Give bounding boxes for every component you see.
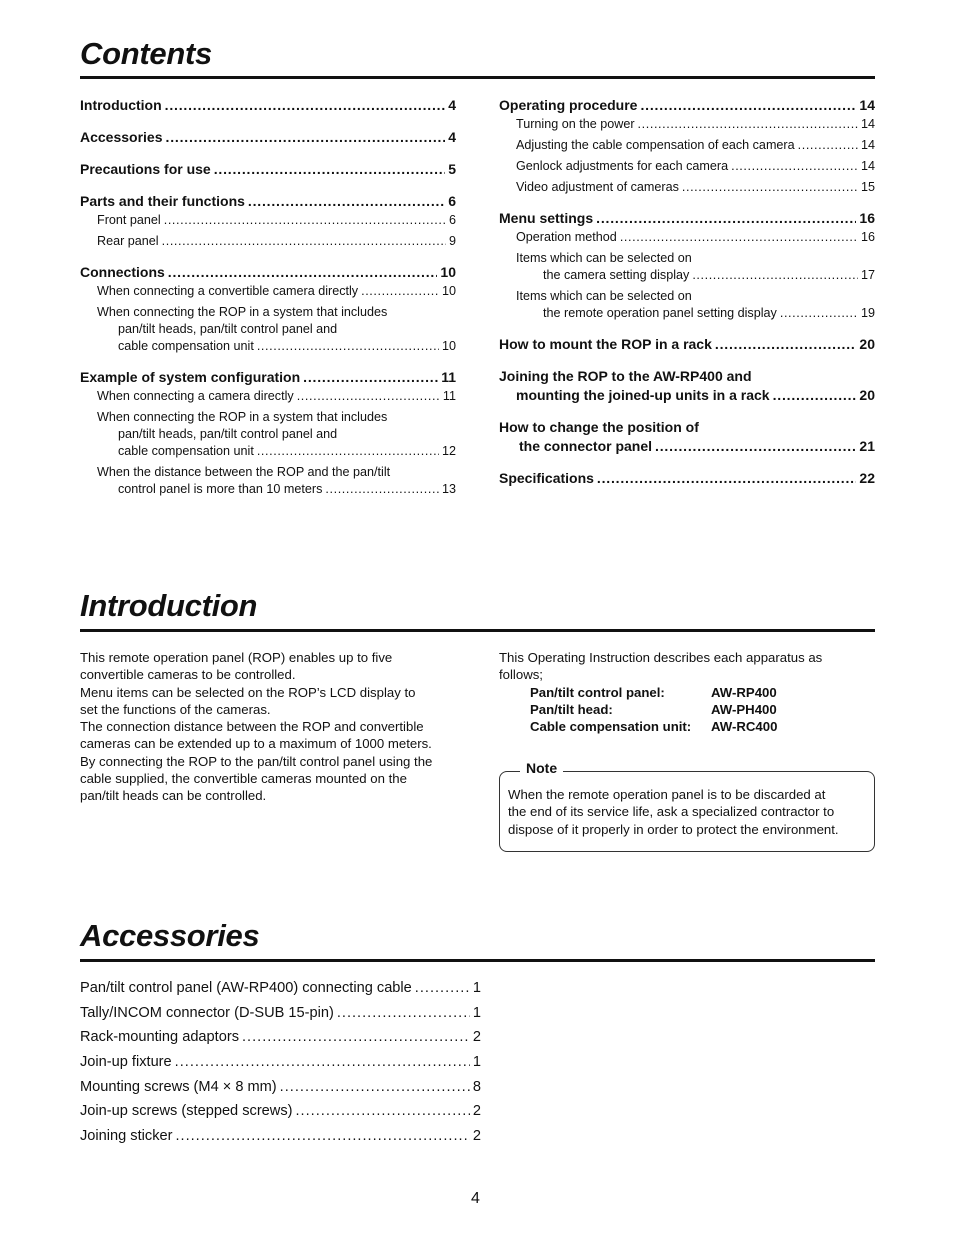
toc-subentry[interactable] (80, 304, 456, 355)
toc-line-page: 4 (448, 129, 456, 145)
toc-line-leader (692, 267, 858, 284)
toc-line (516, 137, 875, 154)
toc-subentry[interactable] (80, 233, 456, 250)
toc-right-column (499, 96, 875, 488)
accessories-rule (80, 959, 875, 962)
accessory-line (80, 1103, 481, 1119)
toc-subentry[interactable] (499, 116, 875, 133)
toc-line-leader (166, 128, 446, 147)
toc-left-column (80, 96, 456, 498)
accessory-line-leader (296, 1103, 470, 1119)
toc-line-page: 14 (860, 117, 875, 131)
toc-line-leader (640, 96, 856, 115)
toc-entry-line: Items which can be selected on (516, 251, 692, 265)
toc-line-leader (297, 388, 440, 405)
toc-entry-line: How to change the position of (499, 419, 699, 435)
accessory-line-text: Join-up screws (stepped screws) (80, 1103, 293, 1120)
toc-subentry[interactable] (499, 158, 875, 175)
accessory-line (80, 1005, 481, 1021)
introduction-rule (80, 629, 875, 632)
toc-line-page: 6 (448, 193, 456, 209)
toc-line-leader (257, 443, 439, 460)
toc-line-text: Accessories (80, 129, 163, 145)
toc-entry-line: Joining the ROP to the AW-RP400 and (499, 368, 752, 384)
toc-line-text: cable compensation unit (118, 444, 254, 458)
page-number: 4 (471, 1190, 480, 1207)
toc-line-leader (361, 283, 439, 300)
apparatus-name: Pan/tilt control panel: (530, 684, 665, 700)
toc-entry[interactable] (80, 160, 456, 179)
toc-line-page: 16 (859, 210, 875, 226)
toc-line-text: When connecting a camera directly (97, 389, 294, 403)
accessory-item (80, 1029, 481, 1054)
toc-line (97, 338, 456, 355)
toc-entry[interactable] (499, 367, 875, 405)
apparatus-row (530, 684, 875, 701)
introduction-title: Introduction (80, 588, 258, 623)
toc-line-page: 5 (448, 161, 456, 177)
toc-line-leader (165, 96, 446, 115)
toc-line-text: Precautions for use (80, 161, 211, 177)
accessory-line-text: Join-up fixture (80, 1054, 172, 1071)
toc-line-leader (620, 229, 858, 246)
toc-entry[interactable] (80, 96, 456, 115)
apparatus-table (530, 684, 875, 736)
toc-line-text: How to mount the ROP in a rack (499, 336, 712, 352)
intro-text-line: pan/tilt heads can be controlled. (80, 788, 267, 804)
accessory-line-leader (415, 980, 470, 996)
apparatus-model: AW-PH400 (711, 701, 777, 717)
toc-line-text: Rear panel (97, 234, 159, 248)
toc-line (516, 229, 875, 246)
accessory-line (80, 1079, 481, 1095)
toc-entry[interactable] (80, 192, 456, 211)
intro-text-line: The connection distance between the ROP and convertible (80, 719, 424, 735)
toc-line-leader (638, 116, 858, 133)
toc-subentry[interactable] (80, 464, 456, 498)
accessory-line-leader (280, 1079, 470, 1095)
toc-line (499, 437, 875, 456)
toc-line-text: Operating procedure (499, 97, 638, 113)
toc-line-text: Operation method (516, 230, 617, 244)
accessory-line-leader (242, 1029, 470, 1045)
toc-line (516, 116, 875, 133)
accessory-line-page: 1 (472, 1004, 481, 1021)
toc-line-text: Connections (80, 264, 165, 280)
toc-line-page: 16 (860, 230, 875, 244)
toc-line-page: 11 (442, 389, 456, 403)
accessory-item (80, 1128, 481, 1153)
intro-text-line: cameras can be extended up to a maximum of 1000 meters. (80, 736, 432, 752)
toc-line-page: 19 (860, 306, 875, 320)
apparatus-name: Pan/tilt head: (530, 701, 613, 717)
toc-subentry[interactable] (80, 409, 456, 460)
note-label: Note (520, 760, 563, 776)
toc-line-page: 9 (448, 234, 456, 248)
toc-entry-line: When connecting the ROP in a system that includes (97, 305, 388, 319)
toc-line-text: Menu settings (499, 210, 594, 226)
toc-entry-line: pan/tilt heads, pan/tilt control panel and (118, 427, 338, 441)
toc-line-leader (257, 338, 439, 355)
toc-line-leader (168, 263, 438, 282)
toc-entry[interactable] (80, 128, 456, 147)
accessory-line-text: Joining sticker (80, 1128, 173, 1145)
toc-line (80, 96, 456, 115)
toc-subentry[interactable] (499, 137, 875, 154)
apparatus-model: AW-RP400 (711, 684, 777, 700)
toc-line-page: 4 (448, 97, 456, 113)
toc-line (97, 388, 456, 405)
toc-line-text: Turning on the power (516, 117, 635, 131)
intro-text-line: follows; (499, 667, 543, 683)
toc-line (80, 368, 456, 387)
accessory-item (80, 1054, 481, 1079)
toc-line-text: the connector panel (519, 438, 653, 454)
toc-line-text: Adjusting the cable compensation of each camera (516, 138, 795, 152)
intro-text-line: This Operating Instruction describes each apparatus as (499, 650, 823, 665)
toc-line-leader (655, 437, 856, 456)
accessory-line-page: 2 (472, 1103, 481, 1120)
toc-line-text: Parts and their functions (80, 193, 245, 209)
toc-line-text: Introduction (80, 97, 162, 113)
intro-text-line: By connecting the ROP to the pan/tilt control panel using the (80, 753, 433, 769)
toc-line-text: the remote operation panel setting display (543, 306, 777, 320)
toc-entry[interactable] (499, 209, 875, 228)
toc-entry-line: When connecting the ROP in a system that includes (97, 410, 388, 424)
toc-line-leader (597, 469, 857, 488)
toc-entry[interactable] (499, 335, 875, 354)
toc-line-page: 6 (448, 213, 456, 227)
toc-subentry[interactable] (80, 388, 456, 405)
toc-line-page: 14 (860, 159, 875, 173)
toc-line-leader (303, 368, 438, 387)
toc-line (80, 192, 456, 211)
toc-entry-line: Items which can be selected on (516, 289, 692, 303)
apparatus-name: Cable compensation unit: (530, 719, 692, 735)
toc-line-leader (325, 481, 439, 498)
intro-text-line: This remote operation panel (ROP) enables up to five (80, 650, 393, 665)
toc-entry-line: pan/tilt heads, pan/tilt control panel and (118, 322, 338, 336)
toc-line-page: 15 (860, 180, 875, 194)
toc-line-page: 14 (859, 97, 875, 113)
toc-line-page: 20 (859, 336, 875, 352)
accessories-list (80, 980, 481, 1153)
toc-line (97, 212, 456, 229)
toc-line (80, 128, 456, 147)
toc-line (499, 386, 875, 405)
apparatus-row (530, 701, 875, 718)
toc-line-page: 12 (441, 444, 456, 458)
toc-entry[interactable] (499, 469, 875, 488)
toc-line-leader (773, 386, 857, 405)
toc-line (516, 267, 875, 284)
accessory-line-text: Tally/INCOM connector (D-SUB 15-pin) (80, 1004, 334, 1021)
toc-subentry[interactable] (499, 288, 875, 322)
contents-title: Contents (80, 36, 212, 71)
note-text-line: the end of its service life, ask a specialized contractor to (508, 804, 835, 820)
intro-text-line: Menu items can be selected on the ROP’s LCD display to (80, 684, 416, 700)
introduction-right-text (499, 649, 875, 735)
intro-text-line: convertible cameras to be controlled. (80, 667, 296, 683)
toc-line-text: the camera setting display (543, 268, 690, 282)
accessory-line-text: Pan/tilt control panel (AW-RP400) connecting cable (80, 980, 412, 996)
toc-line-page: 21 (859, 438, 875, 454)
toc-line-leader (248, 192, 445, 211)
toc-line (97, 443, 456, 460)
accessory-line-text: Rack-mounting adaptors (80, 1029, 239, 1046)
toc-line-text: Example of system configuration (80, 369, 301, 385)
accessory-line (80, 1054, 481, 1070)
toc-line-leader (214, 160, 446, 179)
accessory-line-page: 8 (472, 1078, 481, 1095)
toc-line-leader (162, 233, 446, 250)
apparatus-model: AW-RC400 (711, 719, 778, 735)
toc-line-leader (682, 179, 858, 196)
toc-entry[interactable] (499, 418, 875, 456)
toc-line-text: cable compensation unit (118, 339, 254, 353)
toc-line (499, 469, 875, 488)
contents-rule (80, 76, 875, 79)
toc-line-page: 14 (860, 138, 875, 152)
toc-subentry[interactable] (499, 250, 875, 284)
toc-subentry[interactable] (80, 212, 456, 229)
note-text-line: When the remote operation panel is to be discarded at (508, 787, 826, 802)
toc-entry-line: When the distance between the ROP and the pan/tilt (97, 465, 391, 479)
toc-line (499, 96, 875, 115)
toc-line-text: Video adjustment of cameras (516, 180, 679, 194)
toc-entry[interactable] (80, 263, 456, 282)
toc-line (516, 305, 875, 322)
toc-line (80, 263, 456, 282)
accessory-line-page: 2 (472, 1029, 481, 1046)
toc-line-page: 10 (440, 264, 456, 280)
accessories-title: Accessories (80, 918, 260, 953)
toc-line (97, 283, 456, 300)
toc-subentry[interactable] (499, 229, 875, 246)
intro-text-line: cable supplied, the convertible cameras mounted on the (80, 771, 407, 787)
toc-line-page: 10 (441, 284, 456, 298)
toc-line (516, 158, 875, 175)
toc-line-page: 20 (859, 387, 875, 403)
toc-line (80, 160, 456, 179)
toc-line-text: Specifications (499, 470, 594, 486)
accessory-line-leader (175, 1054, 470, 1070)
toc-line-leader (780, 305, 858, 322)
toc-line (516, 179, 875, 196)
toc-line-text: Genlock adjustments for each camera (516, 159, 729, 173)
toc-line-leader (731, 158, 858, 175)
toc-line-text: mounting the joined-up units in a rack (516, 387, 770, 403)
note-text (508, 786, 868, 838)
toc-line-leader (164, 212, 446, 229)
accessory-line-page: 1 (472, 1054, 481, 1071)
toc-line (97, 481, 456, 498)
toc-line-text: Front panel (97, 213, 161, 227)
introduction-left-text (80, 649, 460, 805)
toc-line (499, 209, 875, 228)
accessory-line-text: Mounting screws (M4 × 8 mm) (80, 1078, 277, 1095)
accessory-line-page: 2 (472, 1128, 481, 1145)
accessory-line-page: 1 (472, 980, 481, 996)
toc-line-page: 13 (441, 482, 456, 496)
accessory-item (80, 980, 481, 1005)
toc-line-leader (798, 137, 858, 154)
accessory-item (80, 1103, 481, 1128)
toc-subentry[interactable] (499, 179, 875, 196)
toc-line-page: 10 (441, 339, 456, 353)
toc-line-text: control panel is more than 10 meters (118, 482, 323, 496)
toc-line (97, 233, 456, 250)
note-text-line: dispose of it properly in order to protect the environment. (508, 821, 839, 837)
intro-text-line: set the functions of the cameras. (80, 701, 271, 717)
toc-line (499, 335, 875, 354)
toc-line-leader (715, 335, 857, 354)
accessory-item (80, 1005, 481, 1030)
apparatus-row (530, 718, 875, 735)
accessory-line-leader (337, 1005, 470, 1021)
accessory-line (80, 1128, 481, 1144)
accessory-line (80, 1029, 481, 1045)
toc-line-page: 17 (860, 268, 875, 282)
toc-subentry[interactable] (80, 283, 456, 300)
toc-entry[interactable] (499, 96, 875, 115)
toc-line-text: When connecting a convertible camera directly (97, 284, 359, 298)
toc-line-page: 22 (859, 470, 875, 486)
toc-line-leader (596, 209, 856, 228)
accessory-line-leader (175, 1128, 469, 1144)
accessory-line (80, 980, 481, 996)
toc-line-page: 11 (441, 369, 456, 385)
accessory-item (80, 1079, 481, 1104)
toc-entry[interactable] (80, 368, 456, 387)
